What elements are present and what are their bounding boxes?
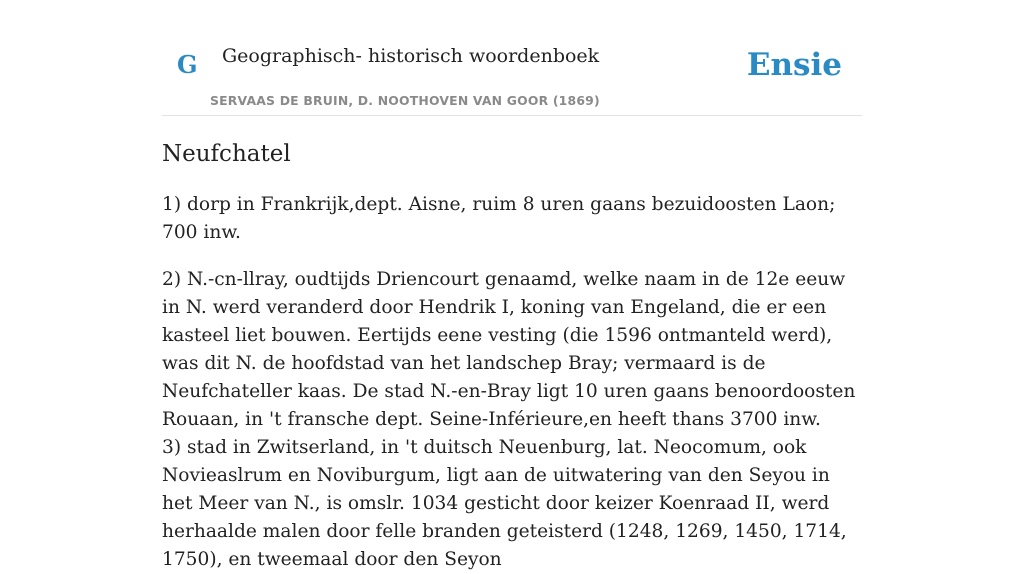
entry-paragraph: 1) dorp in Frankrijk,dept. Aisne, ruim 8 uren gaans bezuidoosten Laon; 700 inw. bbox=[162, 193, 836, 243]
header bbox=[162, 0, 862, 116]
book-title-link[interactable]: Geographisch- historisch woordenboek bbox=[222, 45, 600, 67]
entry-paragraph: 2) N.-cn-llray, oudtijds Driencourt genaamd, welke naam in de 12e eeuw in N. werd veranderd door Hendrik I, koning van Engeland, die er een kasteel liet bouwen. Eertijds eene vesting (die 1596 ontmanteld werd), was dit N. de hoofdstad van het landschep Bray; vermaard is de Neufchateller kaas. De stad N.-en-Bray ligt 10 uren gaans benoordoosten Rouaan, in 't fransche dept. Seine-Inférieure,en heeft thans 3700 inw. bbox=[162, 268, 856, 430]
book-author: SERVAAS DE BRUIN, D. NOOTHOVEN VAN GOOR (1869) bbox=[210, 93, 600, 108]
entry-title: Neufchatel bbox=[162, 141, 291, 167]
book-letter-icon[interactable]: G bbox=[177, 50, 198, 79]
entry-body bbox=[162, 191, 862, 574]
page bbox=[162, 0, 862, 574]
entry-paragraph: 3) stad in Zwitserland, in 't duitsch Neuenburg, lat. Neocomum, ook Novieaslrum en Noviburgum, ligt aan de uitwatering van den Seyou in het Meer van N., is omslr. 1034 gesticht door keizer Koenraad II, werd herhaalde malen door felle branden geteisterd (1248, 1269, 1450, 1714, 1750), en tweemaal door den Seyon bbox=[162, 436, 847, 570]
brand-logo[interactable]: Ensie bbox=[746, 47, 842, 83]
